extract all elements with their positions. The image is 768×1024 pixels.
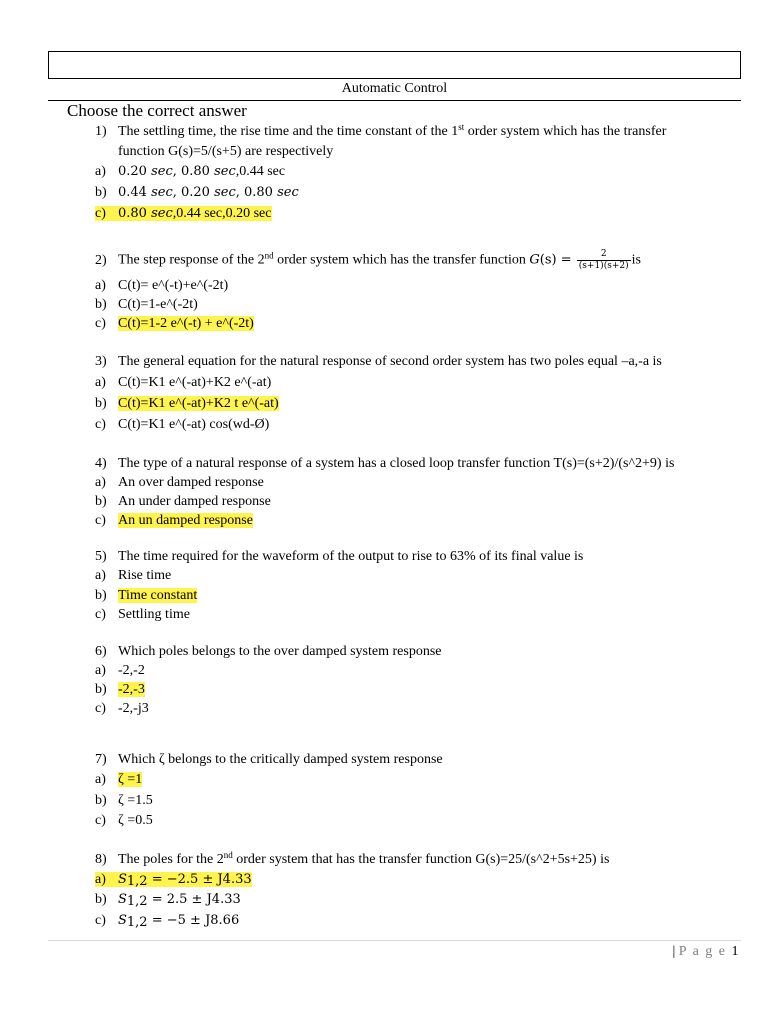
question-5-option-a: a) Rise time [95,568,172,583]
question-1-option-a: a) 0.20 sec, 0.80 sec,0.44 sec [95,164,286,179]
footer-rule [48,940,741,941]
question-3-option-a: a) C(t)=K1 e^(-at)+K2 e^(-at) [95,375,272,390]
question-4: 4) The type of a natural response of a system has a closed loop transfer function T(s)=(s+2)/(s^2+9) is [95,456,675,471]
question-2-option-a: a) C(t)= e^(-t)+e^(-2t) [95,278,229,293]
question-6-option-a: a) -2,-2 [95,663,145,678]
question-8: 8) The poles for the 2nd order system that has the transfer function G(s)=25/(s^2+5s+25) is [95,850,610,867]
question-5: 5) The time required for the waveform of the output to rise to 63% of its final value is [95,549,584,564]
question-5-option-c: c) Settling time [95,607,190,622]
question-7-option-a: a) ζ =1 [95,772,143,787]
question-7-option-c: c) ζ =0.5 [95,813,153,828]
question-6-option-b: b) -2,-3 [95,682,145,697]
question-6: 6) Which poles belongs to the over damped system response [95,644,442,659]
question-2-option-b: b) C(t)=1-e^(-2t) [95,297,198,312]
question-7: 7) Which ζ belongs to the critically damped system response [95,752,443,767]
question-1-option-c: c) 0.80 sec,0.44 sec,0.20 sec [95,206,272,221]
question-1-line2: function G(s)=5/(s+5) are respectively [118,144,334,159]
question-4-option-a: a) An over damped response [95,475,264,490]
question-6-option-c: c) -2,-j3 [95,701,149,716]
instruction-heading: Choose the correct answer [67,101,247,120]
course-title: Automatic Control [341,81,448,96]
transfer-function-fraction: $\frac{2}{(s+1)(s+2)}$ [578,249,629,271]
question-8-option-c: c) $S_{1,2} = -5 \pm J8.66$ [95,913,240,930]
header-box [48,51,741,79]
page-number: | P a g e 1 [672,944,740,959]
question-4-option-b: b) An under damped response [95,494,271,509]
question-5-option-b: b) Time constant [95,588,198,603]
question-7-option-b: b) ζ =1.5 [95,793,153,808]
question-3-option-c: c) C(t)=K1 e^(-at) cos(wd-Ø) [95,417,270,432]
question-2: 2) The step response of the 2nd order system which has the transfer function G(s) = $\frac{2}{(s+1)(s+2)}$ is [95,249,641,271]
question-8-option-b: b) $S_{1,2} = 2.5 \pm J4.33$ [95,892,241,909]
question-3-option-b: b) C(t)=K1 e^(-at)+K2 t e^(-at) [95,396,279,411]
question-1: 1) The settling time, the rise time and the time constant of the 1st order system which has the transfer [95,122,667,139]
question-4-option-c: c) An un damped response [95,513,253,528]
question-1-option-b: b) 0.44 sec, 0.20 sec, 0.80 sec [95,185,299,200]
question-2-option-c: c) C(t)=1-2 e^(-t) + e^(-2t) [95,316,254,331]
question-8-option-a: a) $S_{1,2} = -2.5 \pm J4.33$ [95,872,252,889]
question-3: 3) The general equation for the natural response of second order system has two poles equal –a,-a is [95,354,662,369]
